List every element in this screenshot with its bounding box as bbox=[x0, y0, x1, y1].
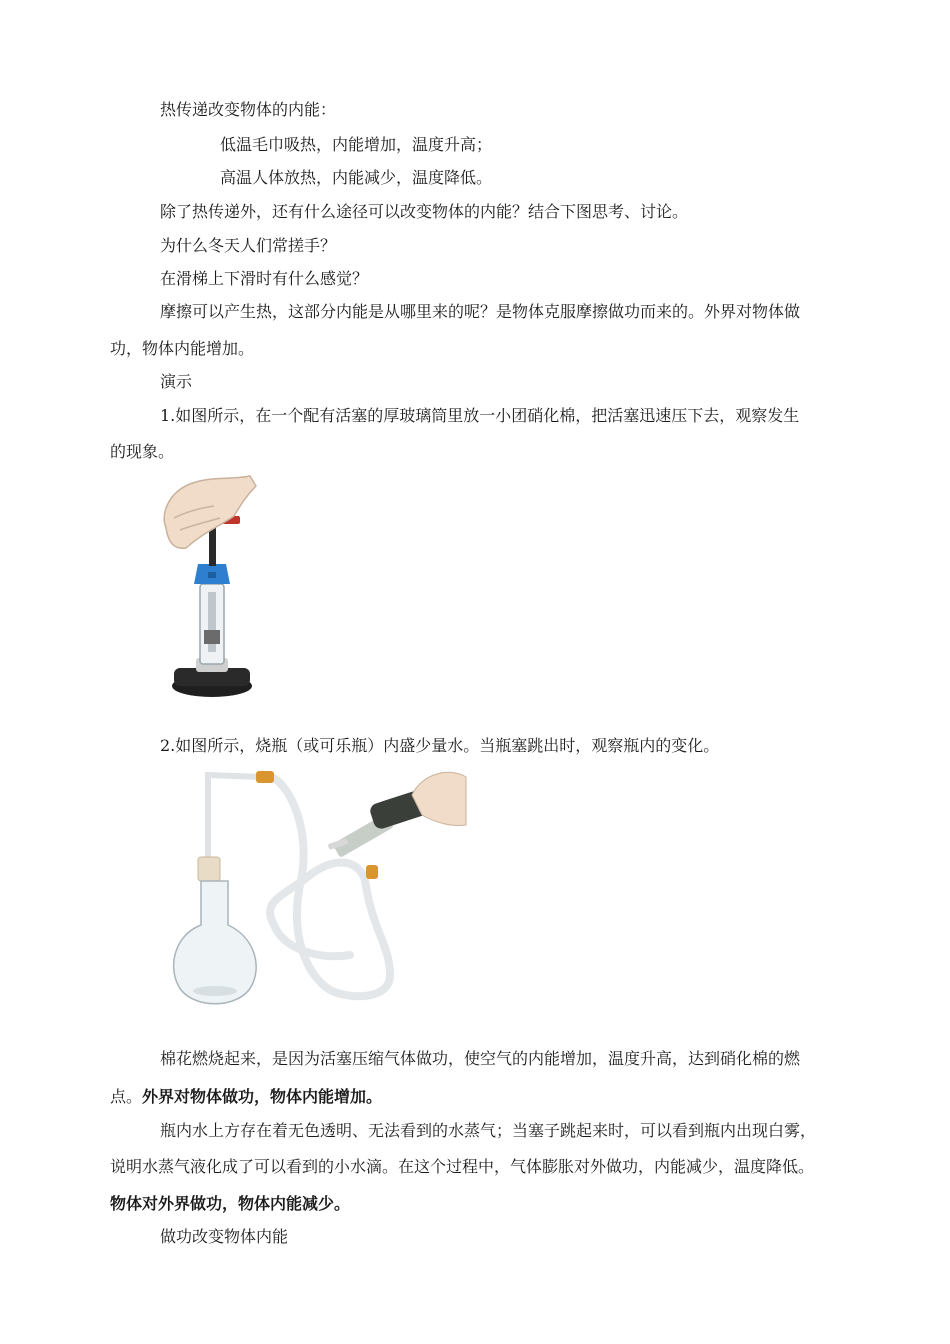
conclusion-object-does-work: 物体对外界做功，物体内能减少。 bbox=[110, 1194, 351, 1213]
demo1-line1: 1.如图所示，在一个配有活塞的厚玻璃筒里放一小团硝化棉，把活塞迅速压下去，观察发生 bbox=[160, 406, 800, 425]
explanation1-line2 bbox=[110, 1085, 382, 1109]
paragraph-rub-hands: 为什么冬天人们常搓手？ bbox=[160, 236, 337, 255]
explanation1-line1: 棉花燃烧起来，是因为活塞压缩气体做功，使空气的内能增加，温度升高，达到硝化棉的燃 bbox=[160, 1049, 801, 1068]
paragraph-slide: 在滑梯上下滑时有什么感觉？ bbox=[160, 269, 369, 288]
syringe-figure bbox=[160, 472, 270, 704]
conclusion-work-on-object: 外界对物体做功，物体内能增加。 bbox=[142, 1087, 383, 1106]
explanation2-line1: 瓶内水上方存在着无色透明、无法看到的水蒸气；当塞子跳起来时，可以看到瓶内出现白雾， bbox=[160, 1121, 817, 1140]
paragraph-question-other-ways: 除了热传递外，还有什么途径可以改变物体的内能？结合下图思考、讨论。 bbox=[160, 202, 689, 221]
demo1-line2: 的现象。 bbox=[110, 442, 175, 461]
demo-heading: 演示 bbox=[160, 372, 193, 391]
paragraph-towel-absorbs: 低温毛巾吸热，内能增加，温度升高； bbox=[220, 135, 493, 154]
demo2-line: 2.如图所示，烧瓶（或可乐瓶）内盛少量水。当瓶塞跳出时，观察瓶内的变化。 bbox=[160, 736, 720, 755]
explanation1-text: 点。 bbox=[110, 1087, 143, 1106]
paragraph-body-releases: 高温人体放热，内能减少，温度降低。 bbox=[220, 168, 493, 187]
paragraph-friction-line1: 摩擦可以产生热，这部分内能是从哪里来的呢？是物体克服摩擦做功而来的。外界对物体做 bbox=[160, 302, 801, 321]
explanation2-line2: 说明水蒸气液化成了可以看到的小水滴。在这个过程中，气体膨胀对外做功，内能减少，温度降低。 bbox=[110, 1157, 815, 1176]
summary-heading: 做功改变物体内能 bbox=[160, 1227, 289, 1246]
paragraph-friction-line2: 功，物体内能增加。 bbox=[110, 339, 255, 358]
paragraph-heat-transfer: 热传递改变物体的内能： bbox=[160, 100, 337, 119]
flask-pump-figure bbox=[160, 765, 470, 1015]
